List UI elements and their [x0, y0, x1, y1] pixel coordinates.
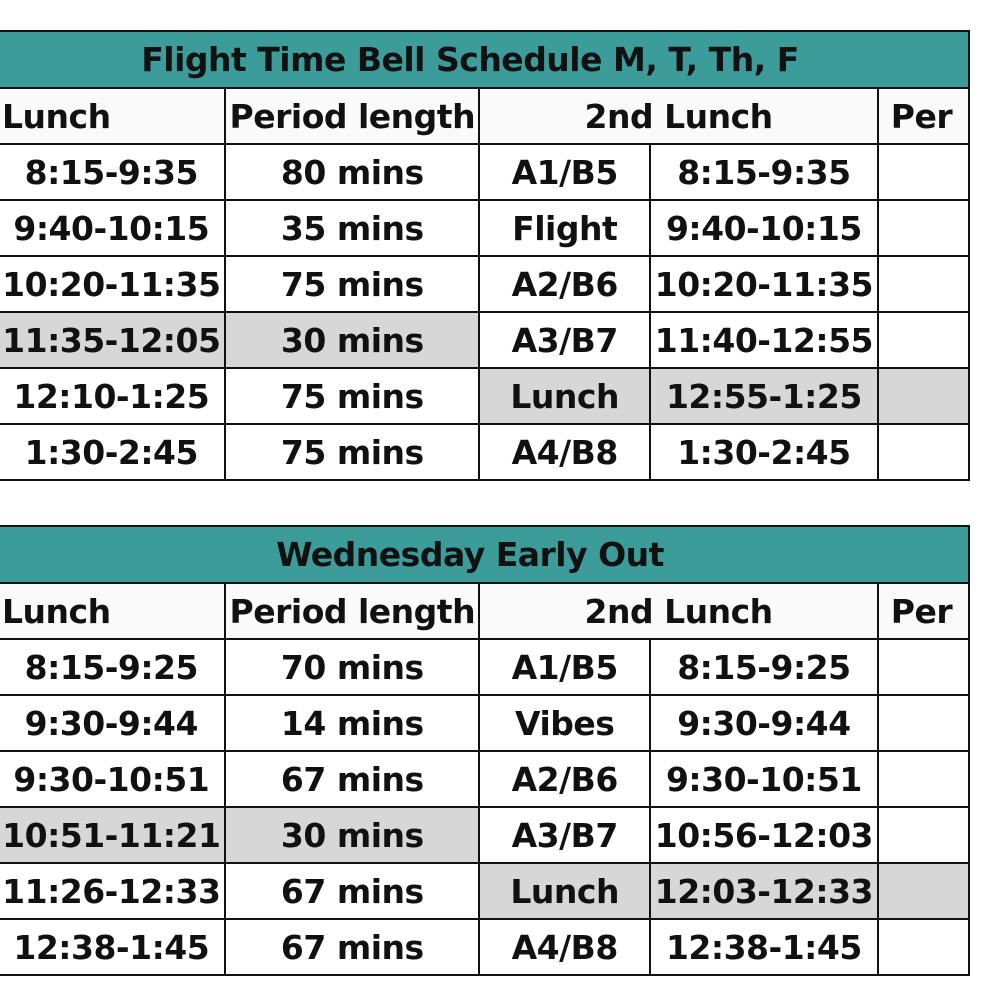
first-lunch-time: 9:30-10:51: [0, 751, 225, 807]
second-lunch-time: 8:15-9:25: [650, 639, 878, 695]
period-length: 75 mins: [225, 256, 479, 312]
table-row: [0, 863, 969, 919]
period-length: 75 mins: [225, 368, 479, 424]
first-lunch-time: 1:30-2:45: [0, 424, 225, 480]
second-lunch-header: 2nd Lunch: [479, 88, 877, 144]
period-length: 35 mins: [225, 200, 479, 256]
table-row: [0, 424, 969, 480]
first-lunch-time: 10:20-11:35: [0, 256, 225, 312]
second-lunch-time: 9:40-10:15: [650, 200, 878, 256]
second-lunch-period: Lunch: [479, 368, 650, 424]
table-row: [0, 312, 969, 368]
first-lunch-header: Lunch: [0, 583, 225, 639]
wednesday-early-out-table: [0, 525, 970, 976]
table-row: [0, 751, 969, 807]
period-cell-cut: [878, 919, 969, 975]
second-lunch-period: Lunch: [479, 863, 650, 919]
first-lunch-time: 8:15-9:25: [0, 639, 225, 695]
period-length: 14 mins: [225, 695, 479, 751]
first-lunch-time: 9:30-9:44: [0, 695, 225, 751]
period-cell-cut: [878, 639, 969, 695]
period-length: 30 mins: [225, 312, 479, 368]
period-cell-cut: [878, 424, 969, 480]
second-lunch-time: 11:40-12:55: [650, 312, 878, 368]
period-length: 67 mins: [225, 751, 479, 807]
second-lunch-time: 10:56-12:03: [650, 807, 878, 863]
period-length: 67 mins: [225, 863, 479, 919]
first-lunch-time: 12:38-1:45: [0, 919, 225, 975]
period-cell-cut: [878, 751, 969, 807]
first-lunch-time: 10:51-11:21: [0, 807, 225, 863]
second-lunch-time: 10:20-11:35: [650, 256, 878, 312]
period-length: 70 mins: [225, 639, 479, 695]
period-header-cut: Per: [878, 583, 969, 639]
table-row: [0, 807, 969, 863]
period-cell-cut: [878, 807, 969, 863]
second-lunch-time: 12:55-1:25: [650, 368, 878, 424]
first-lunch-time: 9:40-10:15: [0, 200, 225, 256]
period-cell-cut: [878, 863, 969, 919]
second-lunch-period: A2/B6: [479, 256, 650, 312]
second-lunch-period: Flight: [479, 200, 650, 256]
second-lunch-period: A1/B5: [479, 144, 650, 200]
table-row: [0, 368, 969, 424]
second-lunch-time: 9:30-10:51: [650, 751, 878, 807]
second-lunch-time: 12:38-1:45: [650, 919, 878, 975]
period-length-header: Period length: [225, 88, 479, 144]
period-length: 75 mins: [225, 424, 479, 480]
second-lunch-time: 8:15-9:35: [650, 144, 878, 200]
schedule-title: Flight Time Bell Schedule M, T, Th, F: [0, 31, 969, 88]
second-lunch-time: 1:30-2:45: [650, 424, 878, 480]
second-lunch-period: A4/B8: [479, 919, 650, 975]
first-lunch-time: 8:15-9:35: [0, 144, 225, 200]
second-lunch-period: A3/B7: [479, 807, 650, 863]
period-cell-cut: [878, 312, 969, 368]
header-row: [0, 88, 969, 144]
table-row: [0, 256, 969, 312]
second-lunch-period: A3/B7: [479, 312, 650, 368]
period-length: 80 mins: [225, 144, 479, 200]
first-lunch-header: Lunch: [0, 88, 225, 144]
second-lunch-period: A2/B6: [479, 751, 650, 807]
first-lunch-time: 12:10-1:25: [0, 368, 225, 424]
period-length: 30 mins: [225, 807, 479, 863]
table-row: [0, 695, 969, 751]
period-length-header: Period length: [225, 583, 479, 639]
table-row: [0, 639, 969, 695]
table-row: [0, 200, 969, 256]
second-lunch-period: A4/B8: [479, 424, 650, 480]
second-lunch-period: A1/B5: [479, 639, 650, 695]
period-cell-cut: [878, 256, 969, 312]
period-cell-cut: [878, 368, 969, 424]
second-lunch-header: 2nd Lunch: [479, 583, 877, 639]
header-row: [0, 583, 969, 639]
second-lunch-time: 12:03-12:33: [650, 863, 878, 919]
first-lunch-time: 11:26-12:33: [0, 863, 225, 919]
first-lunch-time: 11:35-12:05: [0, 312, 225, 368]
period-cell-cut: [878, 695, 969, 751]
schedule-title: Wednesday Early Out: [0, 526, 969, 583]
period-header-cut: Per: [878, 88, 969, 144]
period-cell-cut: [878, 144, 969, 200]
period-cell-cut: [878, 200, 969, 256]
table-row: [0, 919, 969, 975]
period-length: 67 mins: [225, 919, 479, 975]
second-lunch-period: Vibes: [479, 695, 650, 751]
second-lunch-time: 9:30-9:44: [650, 695, 878, 751]
flight-time-schedule-table: [0, 30, 970, 481]
table-row: [0, 144, 969, 200]
